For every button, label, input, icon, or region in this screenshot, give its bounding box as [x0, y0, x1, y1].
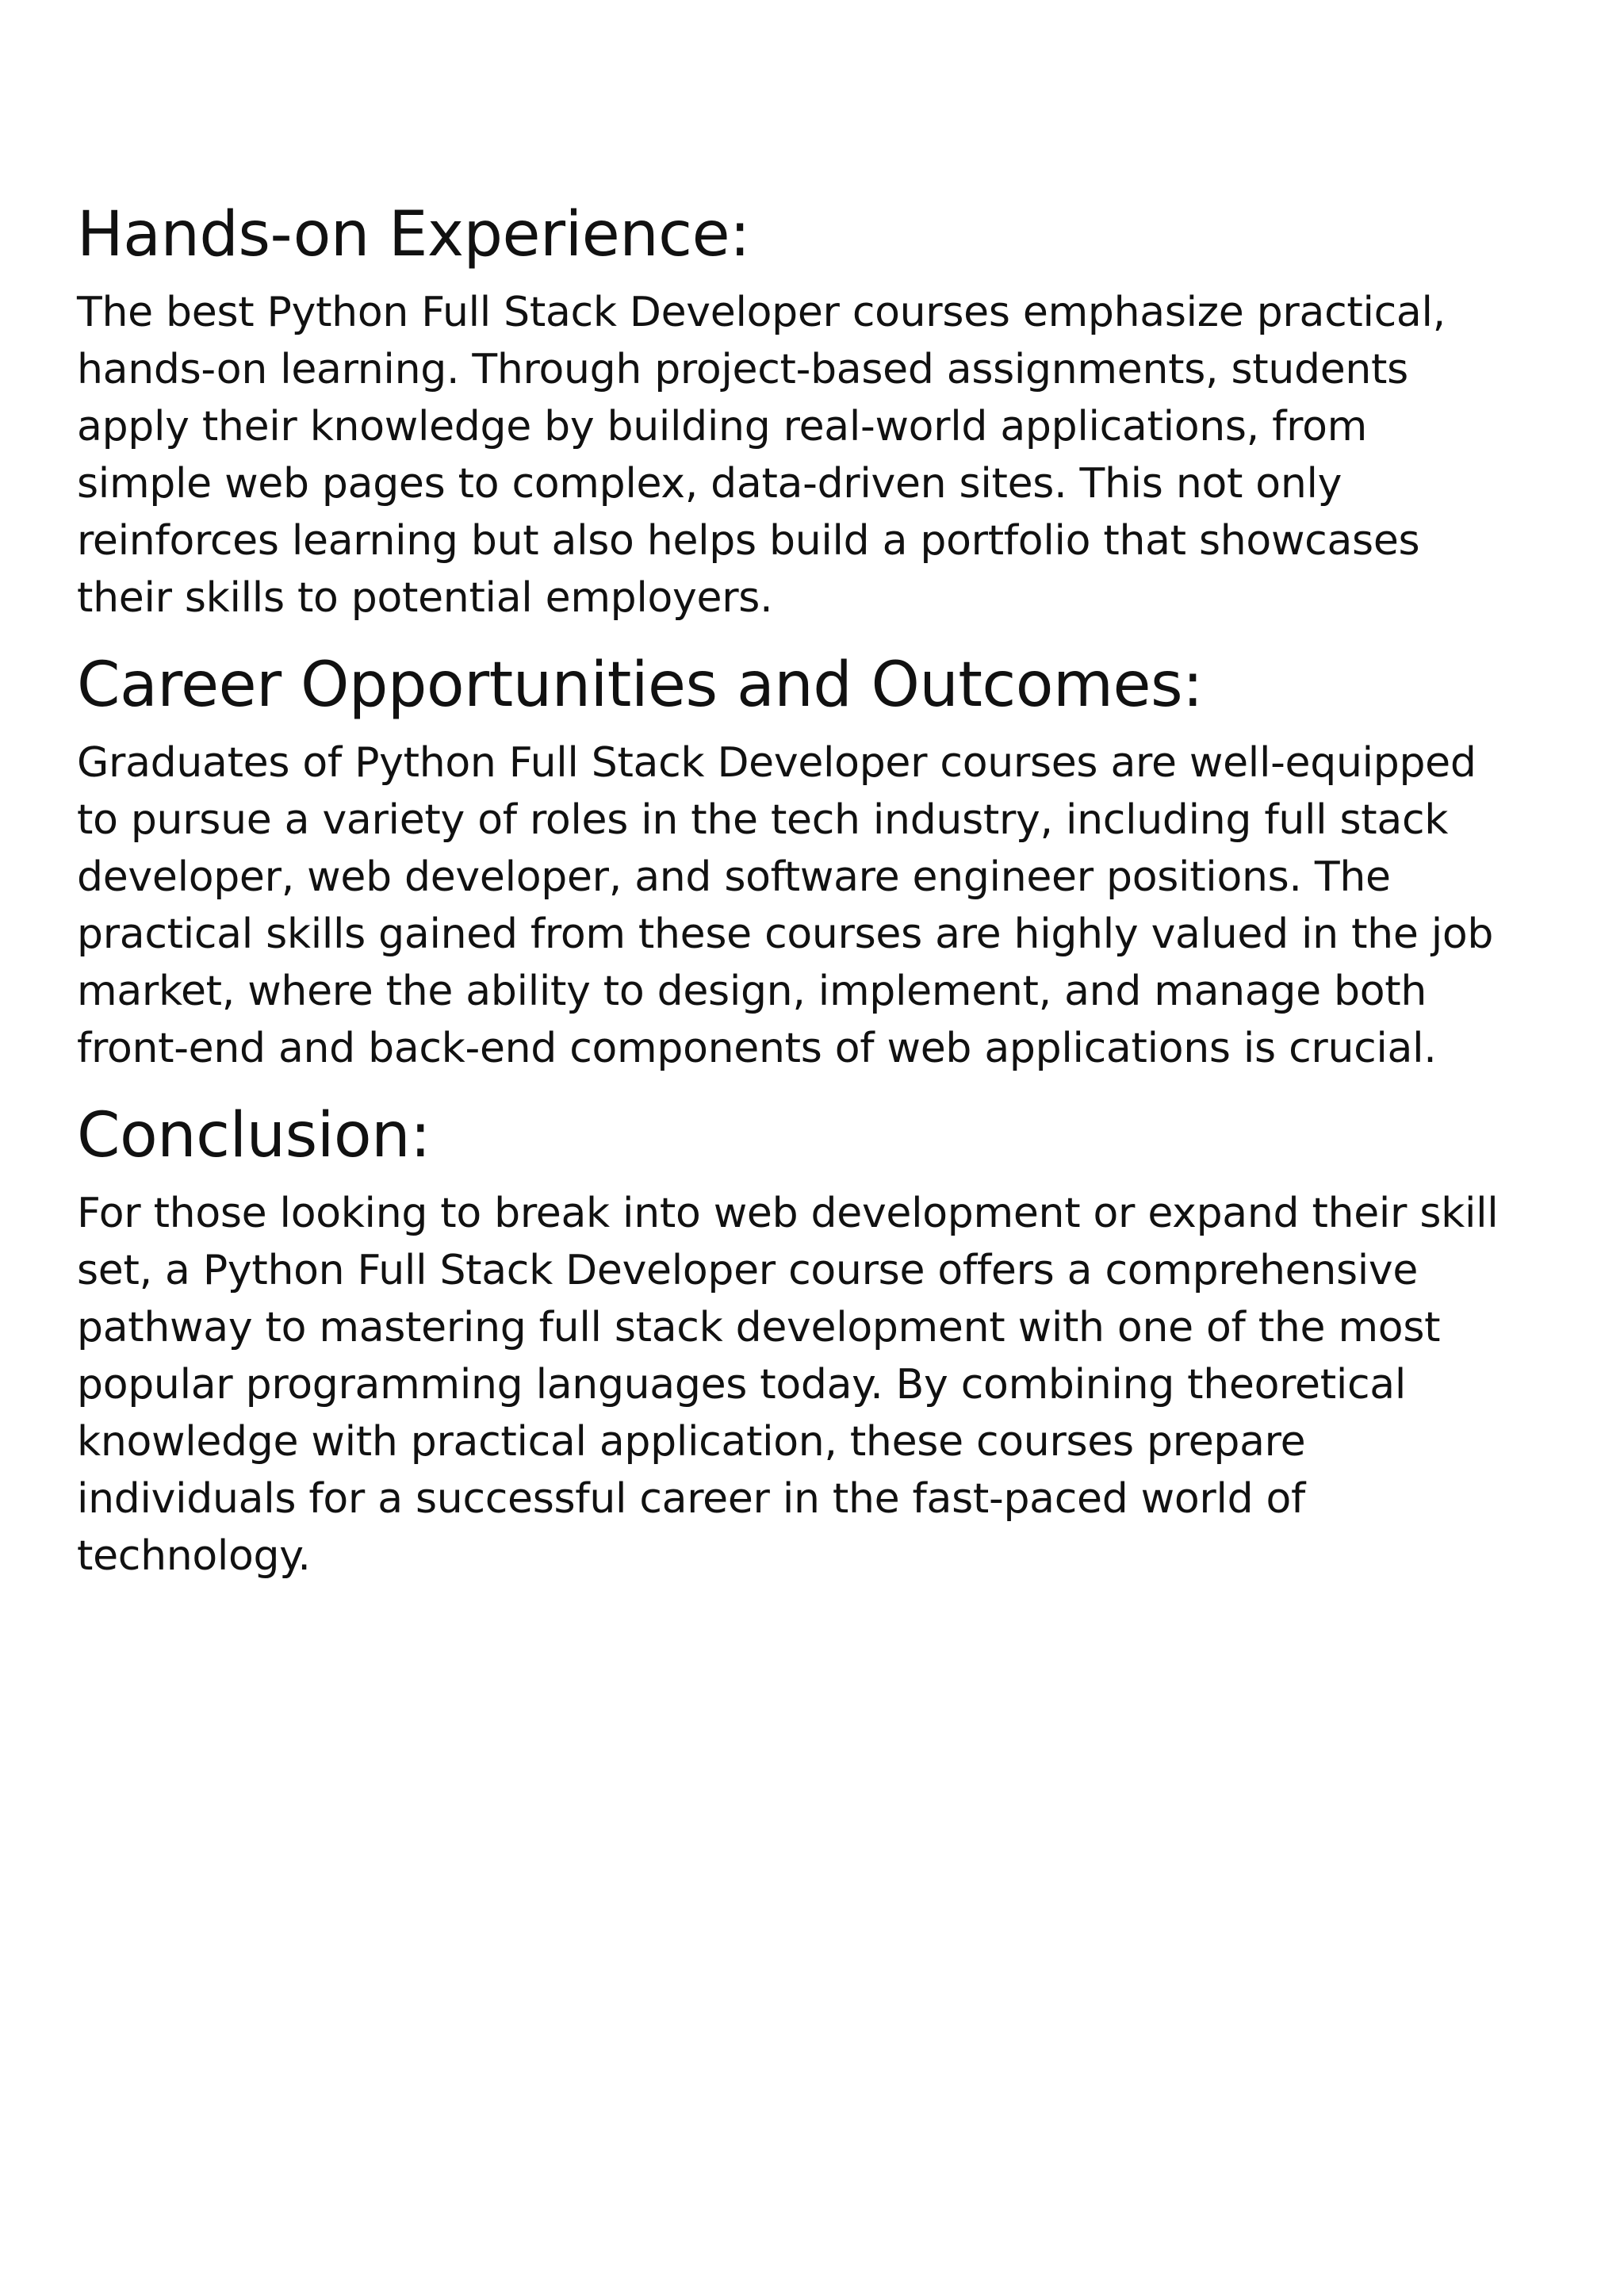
body-line: practical skills gained from these courses are highly valued in the job: [77, 910, 1494, 958]
document-content: [77, 190, 1568, 1599]
section-body-conclusion: [77, 1185, 1568, 1585]
body-line: set, a Python Full Stack Developer course offers a comprehensive: [77, 1247, 1419, 1294]
body-line: developer, web developer, and software engineer positions. The: [77, 853, 1391, 901]
body-line: market, where the ability to design, implement, and manage both: [77, 968, 1427, 1015]
body-line: front-end and back-end components of web applications is crucial.: [77, 1025, 1437, 1072]
section-title-career-opportunities: Career Opportunities and Outcomes:: [77, 650, 1203, 721]
body-line: their skills to potential employers.: [77, 574, 773, 622]
body-line: Graduates of Python Full Stack Developer courses are well-equipped: [77, 739, 1477, 787]
body-line: The best Python Full Stack Developer courses emphasize practical,: [77, 289, 1446, 336]
section-title-conclusion: Conclusion:: [77, 1100, 431, 1171]
body-line: apply their knowledge by building real-world applications, from: [77, 403, 1367, 450]
body-line: technology.: [77, 1532, 311, 1580]
section-body-hands-on-experience: [77, 284, 1568, 627]
section-title-hands-on-experience: Hands-on Experience:: [77, 199, 750, 270]
body-line: hands-on learning. Through project-based assignments, students: [77, 346, 1408, 393]
body-line: pathway to mastering full stack development with one of the most: [77, 1304, 1441, 1351]
body-line: For those looking to break into web development or expand their skill: [77, 1190, 1499, 1237]
body-line: individuals for a successful career in the fast-paced world of: [77, 1475, 1306, 1523]
body-line: simple web pages to complex, data-driven sites. This not only: [77, 460, 1342, 508]
body-line: knowledge with practical application, these courses prepare: [77, 1418, 1306, 1466]
body-line: popular programming languages today. By combining theoretical: [77, 1361, 1406, 1409]
section-body-career-opportunities: [77, 734, 1568, 1077]
body-line: to pursue a variety of roles in the tech industry, including full stack: [77, 796, 1449, 844]
body-line: reinforces learning but also helps build a portfolio that showcases: [77, 517, 1420, 565]
